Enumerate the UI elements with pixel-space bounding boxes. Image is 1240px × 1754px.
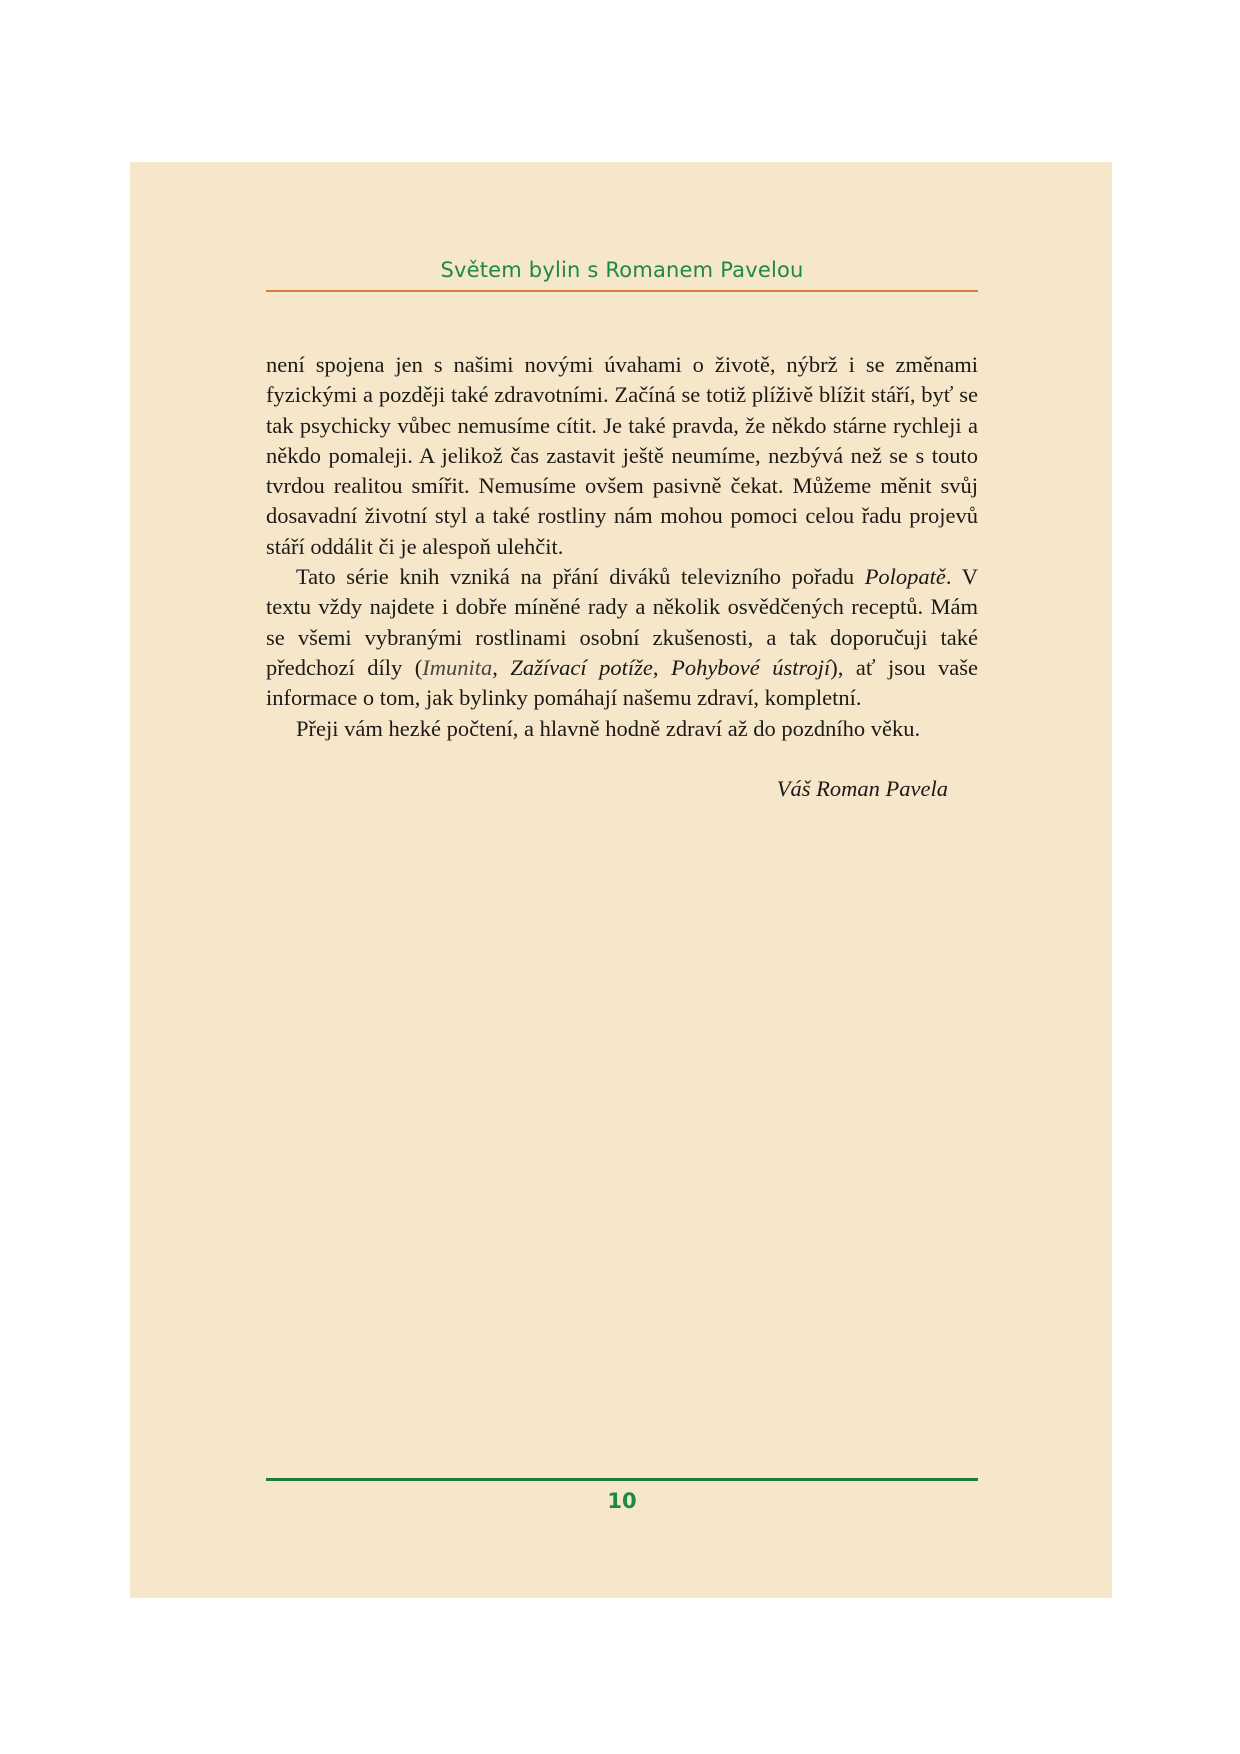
footer-rule [266, 1478, 978, 1481]
signature: Váš Roman Pavela [776, 776, 948, 801]
paragraph-2-start: Tato série knih vzniká na přání diváků televizního pořadu [296, 564, 865, 590]
paragraph-2-end: . V textu vždy najdete i dobře míněné rady a několik osvědčených receptů. Mám se všemi vybranými rostlinami osobní zkušenosti, a tak doporučuji také předchozí díly ( [266, 564, 978, 680]
separator-2: , [652, 654, 672, 680]
header-rule [266, 290, 978, 292]
paragraph-2 [266, 562, 978, 713]
paragraph-1: není spojena jen s našimi novými úvahami o životě, nýbrž i se změnami fyzickými a později také zdravotními. Začíná se totiž plíživě blížit stáří, byť se tak psychicky vůbec nemusíme cítit. Je také pravda, že někdo stárne rychleji a někdo pomaleji. A jelikož čas zastavit ještě neumíme, nezbývá než se s touto tvrdou realitou smířit. Nemusíme ovšem pasivně čekat. Můžeme měnit svůj dosavadní životní styl a také rostliny nám mohou pomoci celou řadu projevů stáří oddálit či je alespoň ulehčit. [266, 352, 978, 559]
running-header: Světem bylin s Romanem Pavelou [440, 258, 804, 282]
volume-title-pohybove: Pohybové ústrojí [671, 654, 831, 680]
page-number: 10 [607, 1489, 637, 1513]
volume-title-zazivaci: Zažívací potíže [510, 654, 653, 680]
paragraph-2-tail: ), ať jsou vaše informace o tom, jak bylinky pomáhají našemu zdraví, kompletní. [266, 654, 979, 711]
volume-title-imunita: Imunita [422, 654, 493, 680]
paragraph-3: Přeji vám hezké počtení, a hlavně hodně zdraví až do pozdního věku. [296, 715, 921, 741]
show-title: Polopatě [864, 564, 946, 590]
separator-1: , [492, 654, 511, 680]
book-page [130, 162, 1112, 1598]
body-text [266, 350, 978, 744]
